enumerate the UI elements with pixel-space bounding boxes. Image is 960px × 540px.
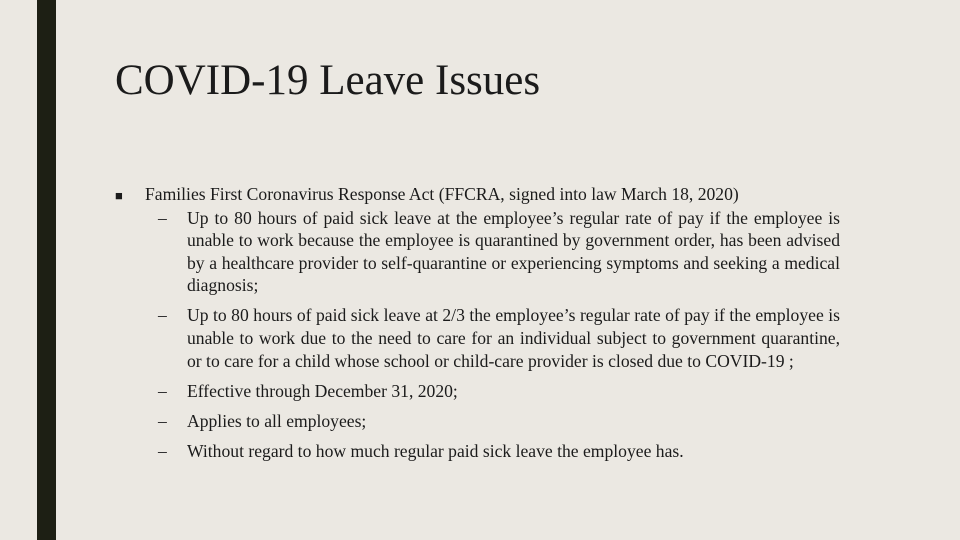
dash-bullet-icon: –	[158, 410, 167, 431]
sub-bullet-item	[115, 304, 840, 372]
sub-bullet-item	[115, 207, 840, 297]
sub-bullet-text: Up to 80 hours of paid sick leave at 2/3 the employee’s regular rate of pay if the employee is unable to work due to the need to care for an individual subject to government quarantine, or to care for a child whose school or child-care provider is closed due to COVID-19 ;	[187, 305, 840, 371]
dash-bullet-icon: –	[158, 380, 167, 401]
sub-bullet-text: Applies to all employees;	[187, 410, 367, 431]
sub-bullet-text: Up to 80 hours of paid sick leave at the employee’s regular rate of pay if the employee is unable to work because the employee is quarantined by government order, has been advised by a healthcare provider to self-quarantine or experiencing symptoms and seeking a medical diagnosis;	[187, 207, 840, 296]
square-bullet-icon: ■	[115, 188, 123, 203]
sub-bullet-text: Effective through December 31, 2020;	[187, 380, 458, 401]
sub-bullet-item	[115, 440, 840, 463]
accent-side-bar	[37, 0, 56, 540]
slide-body	[115, 183, 840, 462]
sub-bullet-item	[115, 380, 840, 403]
bullet-item-ffcra	[115, 183, 840, 206]
dash-bullet-icon: –	[158, 207, 167, 228]
slide-title: COVID-19 Leave Issues	[115, 57, 541, 104]
sub-bullet-text: Without regard to how much regular paid sick leave the employee has.	[187, 440, 684, 461]
sub-bullet-item	[115, 410, 840, 433]
bullet-text: Families First Coronavirus Response Act (FFCRA, signed into law March 18, 2020)	[145, 184, 739, 204]
sub-bullet-list	[115, 207, 840, 463]
dash-bullet-icon: –	[158, 305, 167, 326]
dash-bullet-icon: –	[158, 440, 167, 461]
